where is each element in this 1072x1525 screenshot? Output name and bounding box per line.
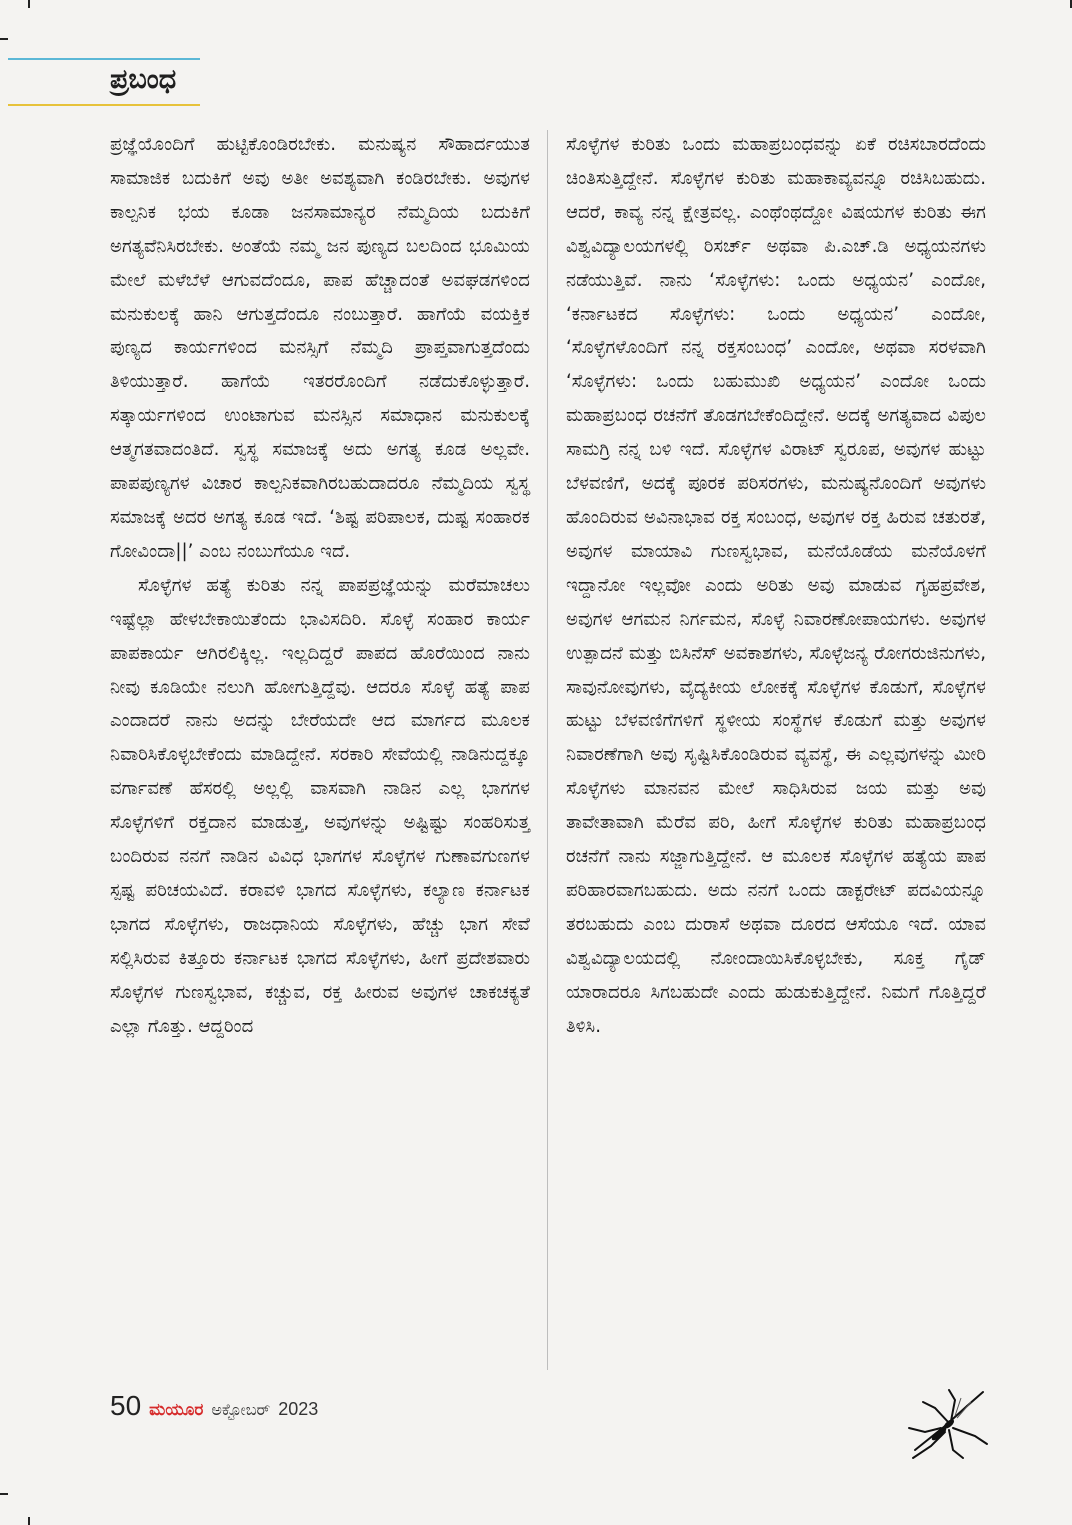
crop-mark xyxy=(0,1493,8,1495)
crop-mark xyxy=(28,1517,30,1525)
issue-month: ಅಕ್ಟೋಬರ್ xyxy=(211,1400,271,1419)
paragraph: ಸೊಳ್ಳೆಗಳ ಕುರಿತು ಒಂದು ಮಹಾಪ್ರಬಂಧವನ್ನು ಏಕೆ ರಚಿಸಬಾರದೆಂದು ಚಿಂತಿಸುತ್ತಿದ್ದೇನೆ. ಸೊಳ್ಳೆಗಳ ಕುರಿತು ಮಹಾಕಾವ್ಯವನ್ನೂ ರಚಿಸಿಬಹುದು. ಆದರೆ, ಕಾವ್ಯ ನನ್ನ ಕ್ಷೇತ್ರವಲ್ಲ. ಎಂಥೆಂಥದ್ದೋ ವಿಷಯಗಳ ಕುರಿತು ಈಗ ವಿಶ್ವವಿದ್ಯಾಲಯಗಳಲ್ಲಿ ರಿಸರ್ಚ್ ಅಥವಾ ಪಿ.ಎಚ್.ಡಿ ಅಧ್ಯಯನಗಳು ನಡೆಯುತ್ತಿವೆ. ನಾನು ‘ಸೊಳ್ಳೆಗಳು: ಒಂದು ಅಧ್ಯಯನ’ ಎಂದೋ, ‘ಕರ್ನಾಟಕದ ಸೊಳ್ಳೆಗಳು: ಒಂದು ಅಧ್ಯಯನ’ ಎಂದೋ, ‘ಸೊಳ್ಳೆಗಳೊಂದಿಗೆ ನನ್ನ ರಕ್ತಸಂಬಂಧ’ ಎಂದೋ, ಅಥವಾ ಸರಳವಾಗಿ ‘ಸೊಳ್ಳೆಗಳು: ಒಂದು ಬಹುಮುಖಿ ಅಧ್ಯಯನ’ ಎಂದೋ ಒಂದು ಮಹಾಪ್ರಬಂಧ ರಚನೆಗೆ ತೊಡಗಬೇಕೆಂದಿದ್ದೇನೆ. ಅದಕ್ಕೆ ಅಗತ್ಯವಾದ ವಿಪುಲ ಸಾಮಗ್ರಿ ನನ್ನ ಬಳಿ ಇದೆ. ಸೊಳ್ಳೆಗಳ ವಿರಾಟ್ ಸ್ವರೂಪ, ಅವುಗಳ ಹುಟ್ಟು ಬೆಳವಣಿಗೆ, ಅದಕ್ಕೆ ಪೂರಕ ಪರಿಸರಗಳು, ಮನುಷ್ಯನೊಂದಿಗೆ ಅವುಗಳು ಹೊಂದಿರುವ ಅವಿನಾಭಾವ ರಕ್ತ ಸಂಬಂಧ, ಅವುಗಳ ರಕ್ತ ಹಿರುವ ಚತುರತೆ, ಅವುಗಳ ಮಾಯಾವಿ ಗುಣಸ್ವಭಾವ, ಮನೆಯೊಡೆಯ ಮನೆಯೊಳಗೆ ಇದ್ದಾನೋ ಇಲ್ಲವೋ ಎಂದು ಅರಿತು ಅವು ಮಾಡುವ ಗೃಹಪ್ರವೇಶ, ಅವುಗಳ ಆಗಮನ ನಿರ್ಗಮನ, ಸೊಳ್ಳೆ ನಿವಾರಣೋಪಾಯಗಳು. ಅವುಗಳ ಉತ್ಪಾದನೆ ಮತ್ತು ಬಿಸಿನೆಸ್ ಅವಕಾಶಗಳು, ಸೊಳ್ಳೆಜನ್ಯ ರೋಗರುಜಿನುಗಳು, ಸಾವುನೋವುಗಳು, ವೈದ್ಯಕೀಯ ಲೋಕಕ್ಕೆ ಸೊಳ್ಳೆಗಳ ಕೊಡುಗೆ, ಸೊಳ್ಳೆಗಳ ಹುಟ್ಟು ಬೆಳವಣಿಗೆಗಳಿಗೆ ಸ್ಥಳೀಯ ಸಂಸ್ಥೆಗಳ ಕೊಡುಗೆ ಮತ್ತು ಅವುಗಳ ನಿವಾರಣೆಗಾಗಿ ಅವು ಸೃಷ್ಟಿಸಿಕೊಂಡಿರುವ ವ್ಯವಸ್ಥೆ, ಈ ಎಲ್ಲವುಗಳನ್ನು ಮೀರಿ ಸೊಳ್ಳೆಗಳು ಮಾನವನ ಮೇಲೆ ಸಾಧಿಸಿರುವ ಜಯ ಮತ್ತು ಅವು ತಾವೇತಾವಾಗಿ ಮೆರೆವ ಪರಿ, ಹೀಗೆ ಸೊಳ್ಳೆಗಳ ಕುರಿತು ಮಹಾಪ್ರಬಂಧ ರಚನೆಗೆ ನಾನು ಸಜ್ಜಾಗುತ್ತಿದ್ದೇನೆ. ಆ ಮೂಲಕ ಸೊಳ್ಳೆಗಳ ಹತ್ಯೆಯ ಪಾಪ ಪರಿಹಾರವಾಗಬಹುದು. ಅದು ನನಗೆ ಒಂದು ಡಾಕ್ಟರೇಟ್ ಪದವಿಯನ್ನೂ ತರಬಹುದು ಎಂಬ ದುರಾಸೆ ಅಥವಾ ದೂರದ ಆಸೆಯೂ ಇದೆ. ಯಾವ ವಿಶ್ವವಿದ್ಯಾಲಯದಲ್ಲಿ ನೋಂದಾಯಿಸಿಕೊಳ್ಳಬೇಕು, ಸೂಕ್ತ ಗೈಡ್ ಯಾರಾದರೂ ಸಿಗಬಹುದೇ ಎಂದು ಹುಡುಕುತ್ತಿದ್ದೇನೆ. ನಿಮಗೆ ಗೊತ್ತಿದ್ದರೆ ತಿಳಿಸಿ. xyxy=(566,134,986,1037)
mosquito-icon xyxy=(905,1388,990,1460)
magazine-name: ಮಯೂರ xyxy=(149,1400,204,1420)
header-rule-top xyxy=(8,58,200,60)
article-column-right xyxy=(566,128,986,1043)
section-title: ಪ್ರಬಂಧ xyxy=(110,64,177,95)
crop-mark xyxy=(0,38,8,40)
section-header xyxy=(8,58,200,108)
article-column-left xyxy=(110,128,530,1043)
paragraph: ಸೊಳ್ಳೆಗಳ ಹತ್ಯೆ ಕುರಿತು ನನ್ನ ಪಾಪಪ್ರಜ್ಞೆಯನ್ನು ಮರೆಮಾಚಲು ಇಷ್ಟೆಲ್ಲಾ ಹೇಳಬೇಕಾಯಿತೆಂದು ಭಾವಿಸದಿರಿ. ಸೊಳ್ಳೆ ಸಂಹಾರ ಕಾರ್ಯ ಪಾಪಕಾರ್ಯ ಆಗಿರಲಿಕ್ಕಿಲ್ಲ. ಇಲ್ಲದಿದ್ದರೆ ಪಾಪದ ಹೊರೆಯಿಂದ ನಾನು ನೀವು ಕೂಡಿಯೇ ನಲುಗಿ ಹೋಗುತ್ತಿದ್ದೆವು. ಆದರೂ ಸೊಳ್ಳೆ ಹತ್ಯೆ ಪಾಪ ಎಂದಾದರೆ ನಾನು ಅದನ್ನು ಬೇರೆಯದೇ ಆದ ಮಾರ್ಗದ ಮೂಲಕ ನಿವಾರಿಸಿಕೊಳ್ಳಬೇಕೆಂದು ಮಾಡಿದ್ದೇನೆ. ಸರಕಾರಿ ಸೇವೆಯಲ್ಲಿ ನಾಡಿನುದ್ದಕ್ಕೂ ವರ್ಗಾವಣೆ ಹೆಸರಲ್ಲಿ ಅಲ್ಲಲ್ಲಿ ವಾಸವಾಗಿ ನಾಡಿನ ಎಲ್ಲ ಭಾಗಗಳ ಸೊಳ್ಳೆಗಳಿಗೆ ರಕ್ತದಾನ ಮಾಡುತ್ತ, ಅವುಗಳನ್ನು ಅಷ್ಟಿಷ್ಟು ಸಂಹರಿಸುತ್ತ ಬಂದಿರುವ ನನಗೆ ನಾಡಿನ ವಿವಿಧ ಭಾಗಗಳ ಸೊಳ್ಳೆಗಳ ಗುಣಾವಗುಣಗಳ ಸ್ಪಷ್ಟ ಪರಿಚಯವಿದೆ. ಕರಾವಳಿ ಭಾಗದ ಸೊಳ್ಳೆಗಳು, ಕಲ್ಯಾಣ ಕರ್ನಾಟಕ ಭಾಗದ ಸೊಳ್ಳೆಗಳು, ರಾಜಧಾನಿಯ ಸೊಳ್ಳೆಗಳು, ಹೆಚ್ಚು ಭಾಗ ಸೇವೆ ಸಲ್ಲಿಸಿರುವ ಕಿತ್ತೂರು ಕರ್ನಾಟಕ ಭಾಗದ ಸೊಳ್ಳೆಗಳು, ಹೀಗೆ ಪ್ರದೇಶವಾರು ಸೊಳ್ಳೆಗಳ ಗುಣಸ್ವಭಾವ, ಕಚ್ಚುವ, ರಕ್ತ ಹೀರುವ ಅವುಗಳ ಚಾಕಚಕ್ಯತೆ ಎಲ್ಲಾ ಗೊತ್ತು. ಆದ್ದರಿಂದ xyxy=(110,574,530,1037)
column-divider xyxy=(547,130,548,1370)
issue-year: 2023 xyxy=(278,1399,319,1419)
page-footer xyxy=(110,1390,318,1430)
header-rule-bottom xyxy=(8,104,200,106)
paragraph: ಪ್ರಜ್ಞೆಯೊಂದಿಗೆ ಹುಟ್ಟಿಕೊಂಡಿರಬೇಕು. ಮನುಷ್ಯನ ಸೌಹಾರ್ದಯುತ ಸಾಮಾಜಿಕ ಬದುಕಿಗೆ ಅವು ಅತೀ ಅವಶ್ಯವಾಗಿ ಕಂಡಿರಬೇಕು. ಅವುಗಳ ಕಾಲ್ಪನಿಕ ಭಯ ಕೂಡಾ ಜನಸಾಮಾನ್ಯರ ನೆಮ್ಮದಿಯ ಬದುಕಿಗೆ ಅಗತ್ಯವೆನಿಸಿರಬೇಕು. ಅಂತೆಯೆ ನಮ್ಮ ಜನ ಪುಣ್ಯದ ಬಲದಿಂದ ಭೂಮಿಯ ಮೇಲೆ ಮಳೆಬೆಳೆ ಆಗುವದೆಂದೂ, ಪಾಪ ಹೆಚ್ಚಾದಂತೆ ಅವಘಡಗಳಿಂದ ಮನುಕುಲಕ್ಕೆ ಹಾನಿ ಆಗುತ್ತದೆಂದೂ ನಂಬುತ್ತಾರೆ. ಹಾಗೆಯೆ ವಯಕ್ತಿಕ ಪುಣ್ಯದ ಕಾರ್ಯಗಳಿಂದ ಮನಸ್ಸಿಗೆ ನೆಮ್ಮದಿ ಪ್ರಾಪ್ತವಾಗುತ್ತದೆಂದು ತಿಳಿಯುತ್ತಾರೆ. ಹಾಗೆಯೆ ಇತರರೊಂದಿಗೆ ನಡೆದುಕೊಳ್ಳುತ್ತಾರೆ. ಸತ್ಕಾರ್ಯಗಳಿಂದ ಉಂಟಾಗುವ ಮನಸ್ಸಿನ ಸಮಾಧಾನ ಮನುಕುಲಕ್ಕೆ ಆತ್ಮಗತವಾದಂತಿದೆ. ಸ್ವಸ್ಥ ಸಮಾಜಕ್ಕೆ ಅದು ಅಗತ್ಯ ಕೂಡ ಅಲ್ಲವೇ. ಪಾಪಪುಣ್ಯಗಳ ವಿಚಾರ ಕಾಲ್ಪನಿಕವಾಗಿರಬಹುದಾದರೂ ನೆಮ್ಮದಿಯ ಸ್ವಸ್ಥ ಸಮಾಜಕ್ಕೆ ಅದರ ಅಗತ್ಯ ಕೂಡ ಇದೆ. ‘ಶಿಷ್ಟ ಪರಿಪಾಲಕ, ದುಷ್ಟ ಸಂಹಾರಕ ಗೋವಿಂದಾ||’ ಎಂಬ ನಂಬುಗೆಯೂ ಇದೆ. xyxy=(110,134,530,562)
crop-mark xyxy=(28,0,30,8)
page-number: 50 xyxy=(110,1390,142,1421)
